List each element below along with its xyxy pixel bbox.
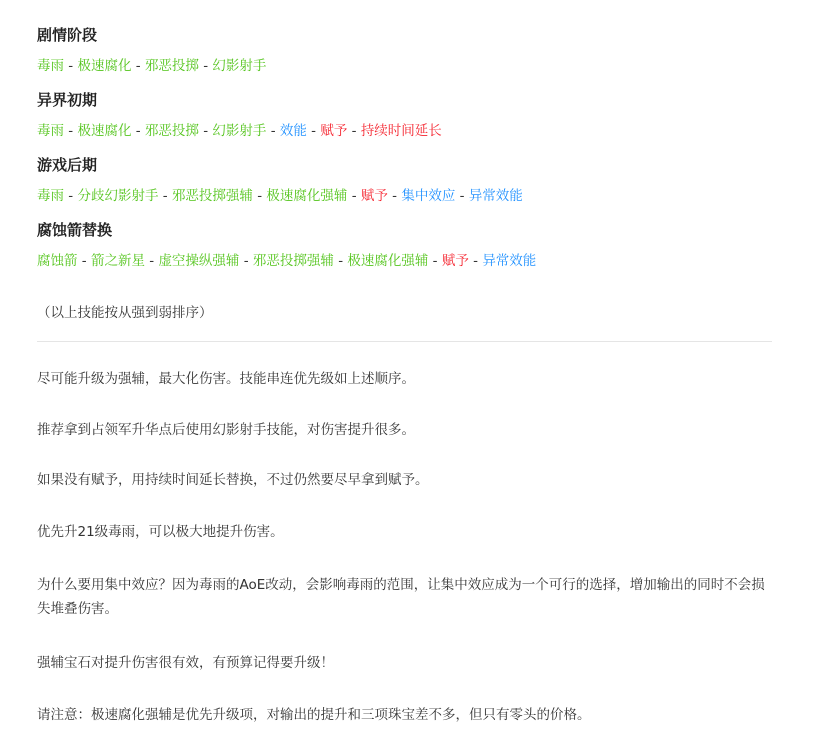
skill-gem: 异常效能 [468, 188, 523, 204]
paragraph: 推荐拿到占领军升华点后使用幻影射手技能，对伤害提升很多。 [37, 422, 415, 438]
section-title: 腐蚀箭替换 [37, 221, 113, 239]
skill-separator: - [266, 123, 280, 139]
skill-gem: 极速腐化 [77, 123, 132, 139]
section-late-game [37, 154, 97, 176]
skill-gem: 赋予 [360, 188, 388, 204]
skill-separator: - [239, 253, 253, 269]
section-story [37, 24, 97, 46]
paragraph: 请注意：极速腐化强辅是优先升级项，对输出的提升和三项珠宝差不多，但只有零头的价格。 [37, 707, 591, 723]
paragraph: 为什么要用集中效应？因为毒雨的AoE改动，会影响毒雨的范围，让集中效应成为一个可行的选择，增加输出的同时不会损失堆叠伤害。 [37, 577, 765, 617]
skill-separator: - [387, 188, 402, 204]
section-title: 游戏后期 [37, 156, 98, 174]
skill-gem: 幻影射手 [212, 123, 267, 139]
skill-gem: 赋予 [320, 123, 348, 139]
paragraph: 强辅宝石对提升伤害很有效，有预算记得要升级！ [37, 655, 334, 671]
skill-separator: - [333, 253, 348, 269]
sort-note: （以上技能按从强到弱排序） [37, 305, 213, 321]
skill-gem: 幻影射手 [212, 58, 267, 74]
skill-separator: - [455, 188, 469, 204]
skill-separator: - [198, 58, 213, 74]
skill-separator: - [64, 58, 78, 74]
skill-gem: 效能 [279, 123, 307, 139]
skill-chain [37, 186, 523, 206]
divider [37, 341, 772, 342]
paragraph: 尽可能升级为强辅，最大化伤害。技能串连优先级如上述顺序。 [37, 371, 415, 387]
skill-chain [37, 121, 442, 141]
section-title: 剧情阶段 [37, 26, 98, 44]
section-title: 异界初期 [37, 91, 98, 109]
skill-separator: - [64, 188, 78, 204]
skill-separator: - [198, 123, 213, 139]
skill-chain [37, 56, 266, 76]
skill-gem: 极速腐化强辅 [347, 253, 429, 269]
paragraph: 如果没有赋予，用持续时间延长替换，不过仍然要尽早拿到赋予。 [37, 472, 429, 488]
skill-gem: 毒雨 [37, 123, 64, 139]
skill-gem: 邪恶投掷强辅 [171, 188, 253, 204]
skill-gem: 异常效能 [482, 253, 537, 269]
skill-gem: 赋予 [441, 253, 469, 269]
skill-gem: 邪恶投掷强辅 [252, 253, 334, 269]
section-caustic-arrow [37, 219, 112, 241]
section-early-maps [37, 89, 97, 111]
skill-separator: - [77, 253, 91, 269]
skill-separator: - [347, 188, 361, 204]
skill-separator: - [64, 123, 78, 139]
skill-separator: - [252, 188, 267, 204]
skill-separator: - [347, 123, 361, 139]
skill-gem: 集中效应 [401, 188, 456, 204]
skill-gem: 极速腐化 [77, 58, 132, 74]
skill-separator: - [144, 253, 159, 269]
skill-separator: - [158, 188, 172, 204]
skill-separator: - [428, 253, 442, 269]
skill-gem: 持续时间延长 [360, 123, 442, 139]
paragraph: 优先升21级毒雨，可以极大地提升伤害。 [37, 524, 284, 540]
skill-gem: 毒雨 [37, 188, 64, 204]
skill-gem: 虚空操纵强辅 [158, 253, 240, 269]
skill-gem: 箭之新星 [90, 253, 145, 269]
skill-gem: 腐蚀箭 [37, 253, 78, 269]
skill-gem: 邪恶投掷 [144, 123, 199, 139]
skill-gem: 邪恶投掷 [144, 58, 199, 74]
skill-separator: - [131, 58, 145, 74]
skill-separator: - [468, 253, 483, 269]
skill-gem: 极速腐化强辅 [266, 188, 348, 204]
skill-gem: 分歧幻影射手 [77, 188, 159, 204]
skill-gem: 毒雨 [37, 58, 64, 74]
skill-separator: - [306, 123, 321, 139]
skill-chain [37, 251, 536, 271]
skill-separator: - [131, 123, 145, 139]
